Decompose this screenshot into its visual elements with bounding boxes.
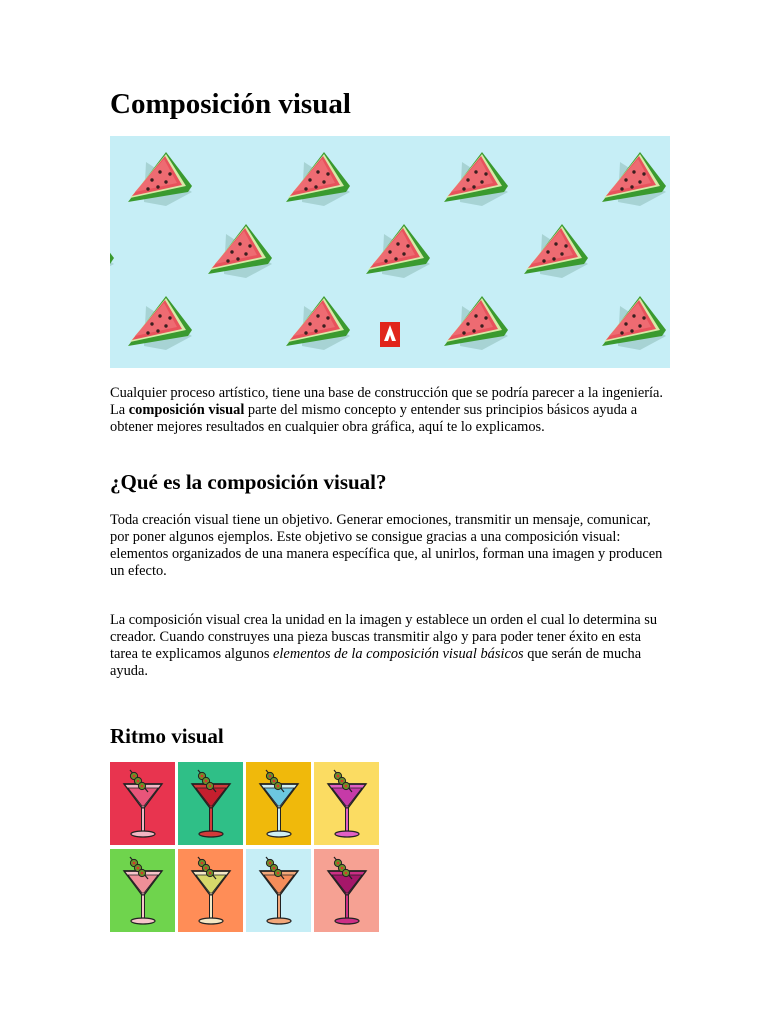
cocktail-tile	[178, 762, 243, 845]
page-title: Composición visual	[110, 88, 351, 120]
cocktail-glass-icon	[178, 849, 243, 932]
cocktail-glass-icon	[246, 762, 311, 845]
cocktail-tile	[110, 849, 175, 932]
body-paragraph-1: Toda creación visual tiene un objetivo. Generar emociones, transmitir un mensaje, comunicar, por poner algunos ejemplos. Este objetivo se consigue gracias a una composición visual: elementos organizados de una manera específica que, al unirlos, forman una imagen y producen un efecto.	[110, 512, 663, 579]
section-heading-que-es: ¿Qué es la composición visual?	[110, 470, 387, 494]
bold-term: composición visual	[128, 402, 245, 418]
italic-phrase: elementos de la composición visual básicos	[273, 646, 524, 662]
watermelon-pattern	[110, 136, 670, 368]
cocktail-glass-icon	[110, 849, 175, 932]
intro-paragraph: Cualquier proceso artístico, tiene una base de construcción que se podría parecer a la ingeniería. La composición visual parte del mismo concepto y entender sus principios básicos ayuda a obtener mejores resultados en cualquier obra gráfica, aquí te lo explicamos.	[110, 385, 664, 435]
cocktail-tile	[246, 849, 311, 932]
cocktail-glass-icon	[178, 762, 243, 845]
section-heading-ritmo-visual: Ritmo visual	[110, 724, 224, 748]
cocktail-glass-icon	[110, 762, 175, 845]
cocktail-image-grid	[110, 762, 380, 932]
cocktail-glass-icon	[314, 762, 379, 845]
cocktail-tile	[246, 762, 311, 845]
body-paragraph-2: La composición visual crea la unidad en la imagen y establece un orden el cual lo determina su creador. Cuando construyes una pieza buscas transmitir algo y para poder tener éxito en esta tarea te explicamos algunos elementos de la composición visual básicos que serán de mucha ayuda.	[110, 612, 658, 679]
hero-image-watermelons	[110, 136, 670, 368]
cocktail-tile	[314, 762, 379, 845]
cocktail-tile	[178, 849, 243, 932]
cocktail-tile	[314, 849, 379, 932]
cocktail-tile	[110, 762, 175, 845]
adobe-logo	[380, 322, 400, 347]
cocktail-glass-icon	[246, 849, 311, 932]
cocktail-glass-icon	[314, 849, 379, 932]
